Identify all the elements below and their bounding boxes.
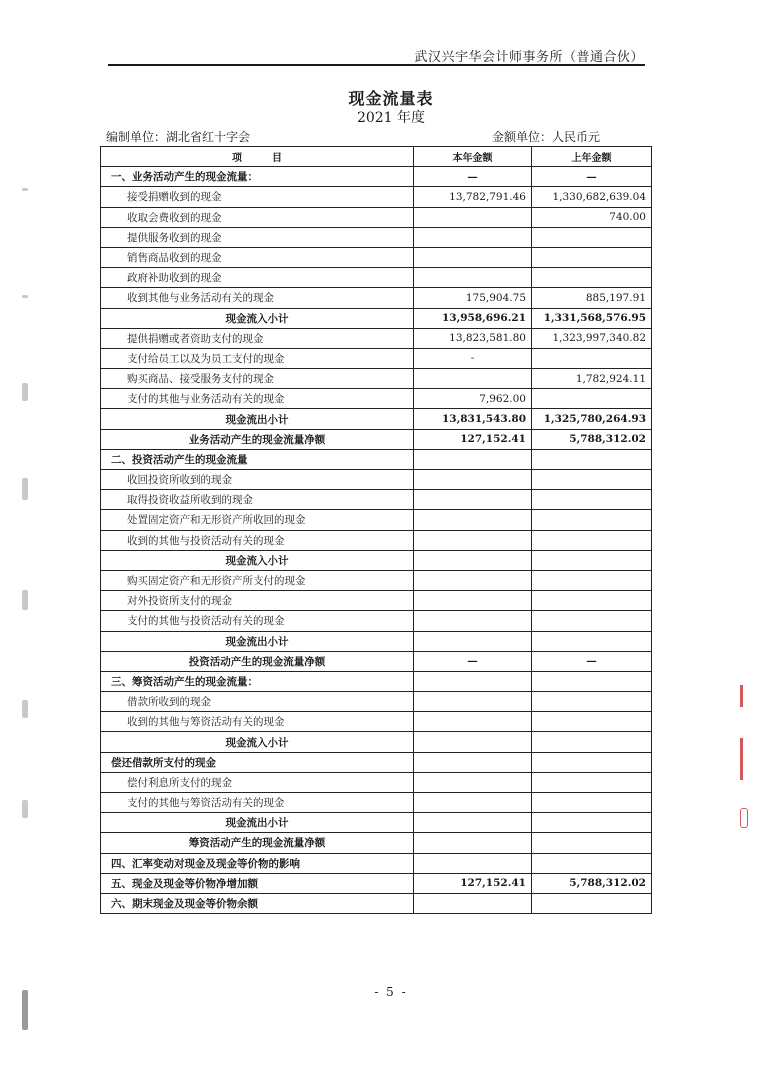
table-row: [101, 187, 652, 207]
previous-year-amount: 1,782,924.11: [532, 369, 652, 389]
current-year-amount: [414, 530, 532, 550]
previous-year-amount: [532, 570, 652, 590]
column-header-item: 项 目: [101, 147, 414, 167]
previous-year-amount: [532, 247, 652, 267]
row-item-label: 支付的其他与业务活动有关的现金: [101, 389, 414, 409]
row-item-label: 收回投资所收到的现金: [101, 470, 414, 490]
current-year-amount: 13,823,581.80: [414, 328, 532, 348]
cash-flow-table: [100, 146, 652, 914]
current-year-amount: 127,152.41: [414, 873, 532, 893]
row-item-label: 筹资活动产生的现金流量净额: [101, 833, 414, 853]
table-row: [101, 449, 652, 469]
previous-year-amount: [532, 510, 652, 530]
binder-mark: [22, 188, 28, 191]
table-row: [101, 893, 652, 913]
previous-year-amount: [532, 853, 652, 873]
table-row: [101, 813, 652, 833]
current-year-amount: [414, 369, 532, 389]
previous-year-amount: [532, 449, 652, 469]
current-year-amount: [414, 207, 532, 227]
table-row: [101, 752, 652, 772]
current-year-amount: [414, 550, 532, 570]
table-row: [101, 288, 652, 308]
table-row: [101, 833, 652, 853]
row-item-label: 支付给员工以及为员工支付的现金: [101, 348, 414, 368]
current-year-amount: -: [414, 348, 532, 368]
row-item-label: 六、期末现金及现金等价物余额: [101, 893, 414, 913]
table-row: [101, 470, 652, 490]
row-item-label: 处置固定资产和无形资产所收回的现金: [101, 510, 414, 530]
binder-mark: [22, 590, 28, 610]
row-item-label: 收到其他与业务活动有关的现金: [101, 288, 414, 308]
table-row: [101, 207, 652, 227]
table-row: [101, 490, 652, 510]
current-year-amount: 7,962.00: [414, 389, 532, 409]
previous-year-amount: 1,331,568,576.95: [532, 308, 652, 328]
binder-mark: [22, 990, 28, 1030]
table-row: [101, 853, 652, 873]
current-year-amount: [414, 793, 532, 813]
previous-year-amount: [532, 772, 652, 792]
table-row: [101, 631, 652, 651]
table-row: [101, 268, 652, 288]
current-year-amount: [414, 631, 532, 651]
row-item-label: 业务活动产生的现金流量净额: [101, 429, 414, 449]
row-item-label: 购买固定资产和无形资产所支付的现金: [101, 570, 414, 590]
previous-year-amount: [532, 550, 652, 570]
previous-year-amount: —: [532, 651, 652, 671]
row-item-label: 现金流出小计: [101, 631, 414, 651]
binder-mark: [22, 295, 28, 298]
row-item-label: 取得投资收益所收到的现金: [101, 490, 414, 510]
table-row: [101, 591, 652, 611]
previous-year-amount: 885,197.91: [532, 288, 652, 308]
current-year-amount: —: [414, 167, 532, 187]
table-row: [101, 793, 652, 813]
table-row: [101, 712, 652, 732]
table-row: [101, 530, 652, 550]
current-year-amount: [414, 853, 532, 873]
row-item-label: 对外投资所支付的现金: [101, 591, 414, 611]
row-item-label: 现金流出小计: [101, 813, 414, 833]
previous-year-amount: [532, 893, 652, 913]
row-item-label: 二、投资活动产生的现金流量: [101, 449, 414, 469]
table-row: [101, 369, 652, 389]
column-header-previous-year: 上年金额: [532, 147, 652, 167]
row-item-label: 五、现金及现金等价物净增加额: [101, 873, 414, 893]
table-row: [101, 308, 652, 328]
row-item-label: 政府补助收到的现金: [101, 268, 414, 288]
current-year-amount: [414, 752, 532, 772]
currency-unit-label: 金额单位：人民币元: [492, 130, 601, 144]
table-row: [101, 227, 652, 247]
table-row: [101, 611, 652, 631]
row-item-label: 提供服务收到的现金: [101, 227, 414, 247]
page-title: 现金流量表: [348, 89, 434, 108]
table-row: [101, 671, 652, 691]
current-year-amount: [414, 227, 532, 247]
current-year-amount: [414, 591, 532, 611]
table-row: [101, 651, 652, 671]
row-item-label: 现金流出小计: [101, 409, 414, 429]
table-header-row: [101, 147, 652, 167]
previous-year-amount: [532, 227, 652, 247]
current-year-amount: [414, 833, 532, 853]
previous-year-amount: [532, 793, 652, 813]
binder-mark: [22, 800, 28, 818]
row-item-label: 三、筹资活动产生的现金流量：: [101, 671, 414, 691]
current-year-amount: 175,904.75: [414, 288, 532, 308]
binder-mark: [22, 383, 28, 401]
current-year-amount: [414, 490, 532, 510]
column-header-current-year: 本年金额: [414, 147, 532, 167]
row-item-label: 收到的其他与投资活动有关的现金: [101, 530, 414, 550]
seal-fragment: [740, 738, 743, 780]
row-item-label: 现金流入小计: [101, 308, 414, 328]
previous-year-amount: [532, 671, 652, 691]
table-row: [101, 429, 652, 449]
table-body: [101, 167, 652, 914]
previous-year-amount: [532, 470, 652, 490]
previous-year-amount: [532, 591, 652, 611]
row-item-label: 现金流入小计: [101, 732, 414, 752]
current-year-amount: [414, 671, 532, 691]
current-year-amount: [414, 712, 532, 732]
current-year-amount: [414, 510, 532, 530]
previous-year-amount: 5,788,312.02: [532, 429, 652, 449]
table-row: [101, 732, 652, 752]
header-rule: [108, 64, 645, 66]
table-row: [101, 692, 652, 712]
current-year-amount: [414, 570, 532, 590]
table-row: [101, 348, 652, 368]
firm-name: 武汉兴宇华会计师事务所（普通合伙）: [414, 50, 644, 65]
previous-year-amount: [532, 732, 652, 752]
report-year: 2021 年度: [356, 110, 426, 126]
table-row: [101, 772, 652, 792]
previous-year-amount: [532, 530, 652, 550]
current-year-amount: [414, 449, 532, 469]
row-item-label: 销售商品收到的现金: [101, 247, 414, 267]
current-year-amount: [414, 247, 532, 267]
current-year-amount: [414, 772, 532, 792]
row-item-label: 购买商品、接受服务支付的现金: [101, 369, 414, 389]
previous-year-amount: [532, 490, 652, 510]
table-row: [101, 550, 652, 570]
page-number: - 5 -: [374, 985, 408, 999]
previous-year-amount: [532, 712, 652, 732]
row-item-label: 偿还借款所支付的现金: [101, 752, 414, 772]
previous-year-amount: —: [532, 167, 652, 187]
binder-mark: [22, 700, 28, 718]
previous-year-amount: [532, 268, 652, 288]
current-year-amount: [414, 893, 532, 913]
row-item-label: 一、业务活动产生的现金流量：: [101, 167, 414, 187]
current-year-amount: 127,152.41: [414, 429, 532, 449]
previous-year-amount: 740.00: [532, 207, 652, 227]
table-row: [101, 389, 652, 409]
row-item-label: 收到的其他与筹资活动有关的现金: [101, 712, 414, 732]
table-row: [101, 409, 652, 429]
table-row: [101, 873, 652, 893]
current-year-amount: [414, 732, 532, 752]
table-row: [101, 328, 652, 348]
table-row: [101, 510, 652, 530]
row-item-label: 借款所收到的现金: [101, 692, 414, 712]
row-item-label: 投资活动产生的现金流量净额: [101, 651, 414, 671]
current-year-amount: —: [414, 651, 532, 671]
row-item-label: 偿付利息所支付的现金: [101, 772, 414, 792]
previous-year-amount: [532, 752, 652, 772]
current-year-amount: 13,782,791.46: [414, 187, 532, 207]
row-item-label: 支付的其他与筹资活动有关的现金: [101, 793, 414, 813]
seal-fragment: [740, 808, 748, 828]
table-row: [101, 570, 652, 590]
current-year-amount: 13,958,696.21: [414, 308, 532, 328]
table-row: [101, 167, 652, 187]
previous-year-amount: [532, 348, 652, 368]
row-item-label: 接受捐赠收到的现金: [101, 187, 414, 207]
previous-year-amount: [532, 611, 652, 631]
row-item-label: 提供捐赠或者资助支付的现金: [101, 328, 414, 348]
previous-year-amount: [532, 813, 652, 833]
row-item-label: 收取会费收到的现金: [101, 207, 414, 227]
previous-year-amount: [532, 389, 652, 409]
previous-year-amount: [532, 631, 652, 651]
current-year-amount: 13,831,543.80: [414, 409, 532, 429]
previous-year-amount: 1,325,780,264.93: [532, 409, 652, 429]
current-year-amount: [414, 268, 532, 288]
binder-mark: [22, 478, 28, 500]
previous-year-amount: 1,323,997,340.82: [532, 328, 652, 348]
row-item-label: 四、汇率变动对现金及现金等价物的影响: [101, 853, 414, 873]
previous-year-amount: 5,788,312.02: [532, 873, 652, 893]
compiler-label: 编制单位：湖北省红十字会: [106, 130, 251, 144]
row-item-label: 支付的其他与投资活动有关的现金: [101, 611, 414, 631]
current-year-amount: [414, 692, 532, 712]
previous-year-amount: 1,330,682,639.04: [532, 187, 652, 207]
previous-year-amount: [532, 692, 652, 712]
current-year-amount: [414, 470, 532, 490]
current-year-amount: [414, 813, 532, 833]
current-year-amount: [414, 611, 532, 631]
seal-fragment: [740, 685, 743, 707]
previous-year-amount: [532, 833, 652, 853]
table-row: [101, 247, 652, 267]
row-item-label: 现金流入小计: [101, 550, 414, 570]
